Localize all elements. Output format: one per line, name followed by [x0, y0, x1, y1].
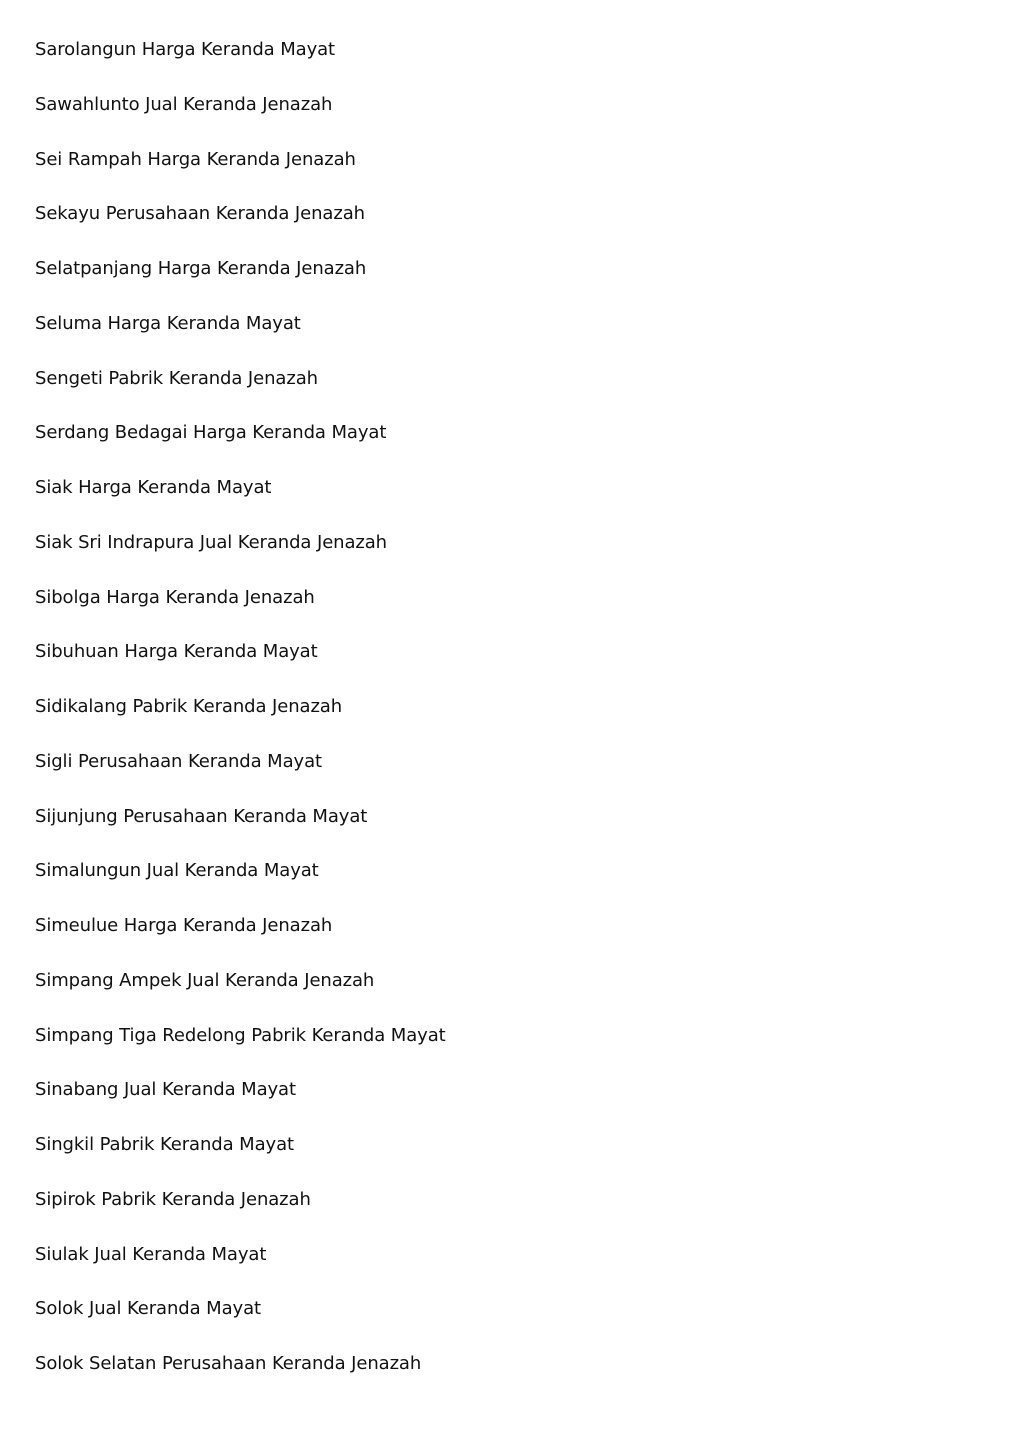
list-item: Solok Jual Keranda Mayat: [35, 1298, 261, 1320]
list-item: Sipirok Pabrik Keranda Jenazah: [35, 1188, 311, 1210]
list-item: Sibolga Harga Keranda Jenazah: [35, 586, 315, 608]
list-item: Sekayu Perusahaan Keranda Jenazah: [35, 203, 365, 225]
list-item: Selatpanjang Harga Keranda Jenazah: [35, 258, 367, 279]
entry-list: [35, 34, 446, 1403]
list-item: Serdang Bedagai Harga Keranda Mayat: [35, 422, 387, 444]
list-item: Simpang Tiga Redelong Pabrik Keranda Mayat: [35, 1024, 446, 1046]
list-item: Sinabang Jual Keranda Mayat: [35, 1079, 296, 1101]
list-item: Singkil Pabrik Keranda Mayat: [35, 1134, 294, 1155]
list-item: Simpang Ampek Jual Keranda Jenazah: [35, 969, 375, 991]
list-item: Simeulue Harga Keranda Jenazah: [35, 915, 333, 936]
list-item: Simalungun Jual Keranda Mayat: [35, 860, 319, 882]
list-item: Seluma Harga Keranda Mayat: [35, 312, 301, 334]
list-item: Siak Sri Indrapura Jual Keranda Jenazah: [35, 531, 387, 553]
list-item: Sengeti Pabrik Keranda Jenazah: [35, 367, 318, 389]
list-item: Sarolangun Harga Keranda Mayat: [35, 39, 336, 60]
list-item: Sijunjung Perusahaan Keranda Mayat: [35, 805, 368, 827]
list-item: Sigli Perusahaan Keranda Mayat: [35, 750, 322, 772]
list-item: Solok Selatan Perusahaan Keranda Jenazah: [35, 1353, 422, 1374]
list-item: Siulak Jual Keranda Mayat: [35, 1243, 267, 1265]
list-item: Sei Rampah Harga Keranda Jenazah: [35, 148, 356, 170]
list-item: Sidikalang Pabrik Keranda Jenazah: [35, 696, 343, 717]
list-item: Sibuhuan Harga Keranda Mayat: [35, 641, 318, 663]
list-item: Siak Harga Keranda Mayat: [35, 477, 272, 498]
list-item: Sawahlunto Jual Keranda Jenazah: [35, 93, 333, 115]
